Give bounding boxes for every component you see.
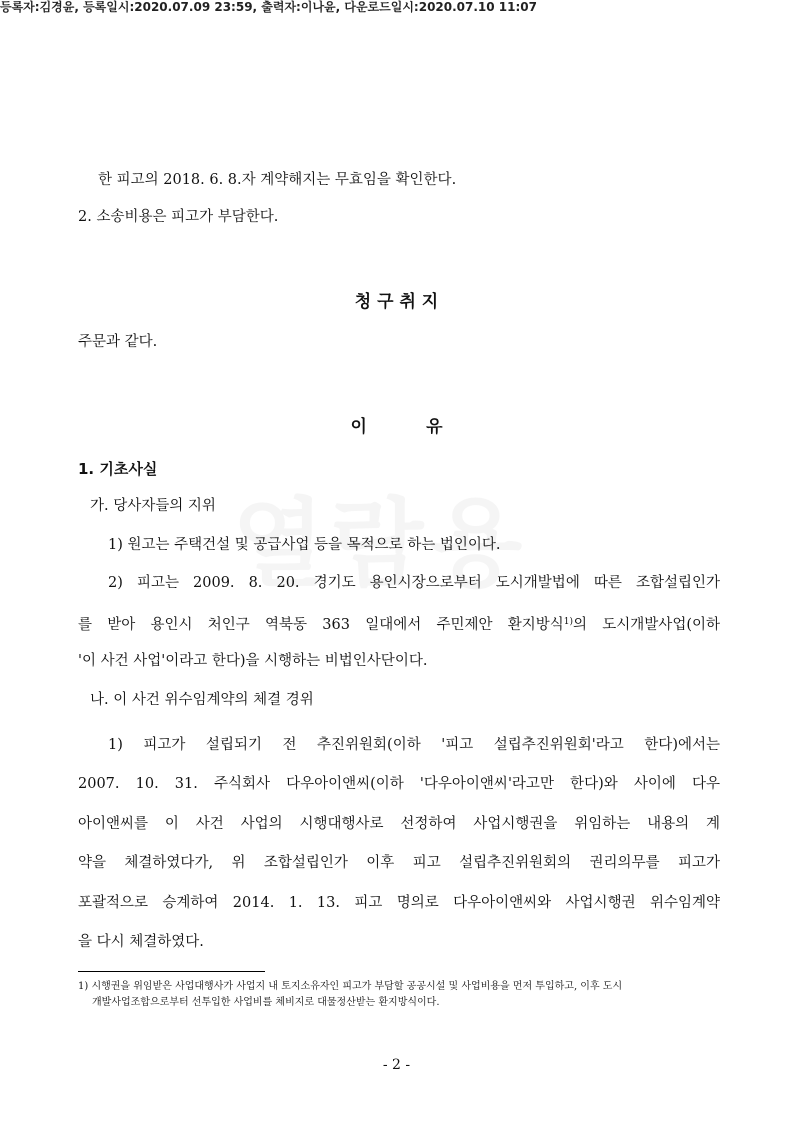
footnote-line: 1) 시행권을 위임받은 사업대행사가 사업지 내 토지소유자인 피고가 부담할 공공시설 및 사업비용을 먼저 투입하고, 이후 도시 — [78, 981, 623, 992]
paragraph-na-line: 을 다시 체결하였다. — [78, 934, 204, 950]
footnote-divider — [78, 971, 265, 972]
footnote-reference: 1) — [563, 617, 574, 627]
footnote — [78, 979, 718, 1011]
page-number: - 2 - — [382, 1057, 411, 1073]
paragraph-na-line: 포괄적으로 승계하여 2014. 1. 13. 피고 명의로 다우아이앤씨와 사업시행권 위수임계약 — [78, 895, 720, 911]
paragraph-na-line: 2007. 10. 31. 주식회사 다우아이앤씨(이하 '다우아이앤씨'라고만 한다)와 사이에 다우 — [78, 776, 720, 792]
paragraph-ga-2-line2 — [78, 612, 720, 635]
footnote-line: 개발사업조합으로부터 선투입한 사업비를 체비지로 대물정산받는 환지방식이다. — [92, 997, 440, 1008]
claim-text: 주문과 같다. — [78, 334, 158, 350]
ga-2-text-b: 의 도시개발사업(이하 — [573, 617, 720, 633]
ga-2-text-a: 를 받아 용인시 처인구 역북동 363 일대에서 주민제안 환지방식 — [78, 617, 564, 633]
subheading-na: 나. 이 사건 위수임계약의 체결 경위 — [90, 692, 314, 708]
cost-line: 2. 소송비용은 피고가 부담한다. — [78, 209, 279, 225]
claim-heading: 청 구 취 지 — [354, 292, 439, 312]
paragraph-ga-2-line3: '이 사건 사업'이라고 한다)을 시행하는 비법인사단이다. — [78, 653, 428, 669]
paragraph-na-line: 아이앤씨를 이 사건 사업의 시행대행사로 선정하여 사업시행권을 위임하는 내용의 계 — [78, 816, 720, 832]
subheading-ga: 가. 당사자들의 지위 — [90, 498, 216, 514]
reason-heading: 이 유 — [350, 417, 443, 437]
paragraph-na-line: 1) 피고가 설립되기 전 추진위원회(이하 '피고 설립추진위원회'라고 한다)에서는 — [108, 737, 720, 753]
paragraph-na-line: 약을 체결하였다가, 위 조합설립인가 이후 피고 설립추진위원회의 권리의무를 피고가 — [78, 855, 720, 871]
paragraph-ga-2-line1: 2) 피고는 2009. 8. 20. 경기도 용인시장으로부터 도시개발법에 따른 조합설립인가 — [108, 575, 720, 591]
download-stamp-header: 등록자:김경윤, 등록일시:2020.07.09 23:59, 출력자:이나윤, 다운로드일시:2020.07.10 11:07 — [0, 0, 538, 14]
paragraph-ga-1: 1) 원고는 주택건설 및 공급사업 등을 목적으로 하는 법인이다. — [108, 537, 501, 553]
continued-line: 한 피고의 2018. 6. 8.자 계약해지는 무효임을 확인한다. — [98, 172, 457, 188]
section-title: 1. 기초사실 — [78, 460, 158, 478]
